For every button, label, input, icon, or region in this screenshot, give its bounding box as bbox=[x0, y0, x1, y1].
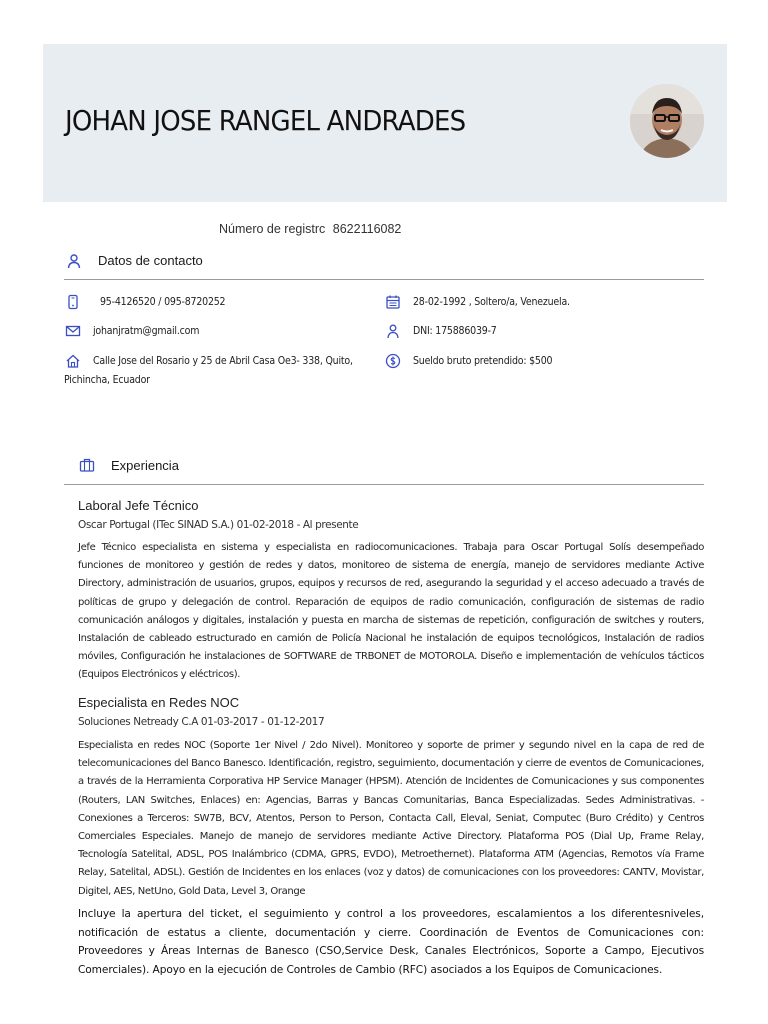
contact-divider bbox=[64, 279, 704, 280]
phone-icon bbox=[65, 294, 81, 310]
registration-value: 8622116082 bbox=[332, 222, 402, 236]
job-title: Laboral Jefe Técnico bbox=[78, 498, 199, 513]
email-text[interactable]: johanjratm@gmail.com bbox=[93, 325, 200, 337]
job-description: Especialista en redes NOC (Soporte 1er Nivel / 2do Nivel). Monitoreo y soporte de primer y segundo nivel en la capa de red de telecomunicaciones del Banco Banesco. Identificación, registro, seguimiento, documentación y cierre de eventos de Comunicaciones, a través de la Herramienta Corporativa HP Service Manager (HPSM). Atención de Incidentes de Comunicaciones y sus componentes (Routers, LAN Switches, Enlaces) en: Agencias, Barras y Bancas Comunitarias, Banca Especializadas. Sedes Administrativas. - Conexiones a Terceros: SW7B, BCV, Atentos, Person to Person, Contacta Call, Eleval, Seniat, Computec (Buro Crédito) y Centros Comerciales Especiales. Manejo de manejo de servidores mediante Active Directory. Plataforma POS (Dial Up, Frame Relay, Tecnología Satelital, ADSL, POS Inalámbrico (CDMA, GPRS, EVDO), Metroethernet). Plataforma ATM (Agencias, Remotos vía Frame Relay, Satelital, ADSL). Gestión de Incidentes en los enlaces (voz y datos) de comunicaciones con los proveedores: CANTV, Movistar, Digitel, AES, NetUno, Gold Data, Level 3, Orange bbox=[78, 740, 704, 897]
address-continuation-text: Pichincha, Ecuador bbox=[64, 374, 150, 386]
experience-section-title: Experiencia bbox=[111, 458, 179, 473]
job-description: Jefe Técnico especialista en sistema y especialista en radiocomunicaciones. Trabaja para Oscar Portugal Solís desempeñado funciones de monitoreo y gestión de redes y datos, monitoreo de sistema de energía, manejo de servidores mediante Active Directory, administración de usuarios, grupos, equipos y recursos de red, asegurando la seguridad y el acceso adecuado a través de políticas de grupo y delegación de control. Reparación de equipos de radio comunicación, configuración de sistemas de radio comunicación análogos y digitales, instalación y puesta en marcha de sistemas de repetición, configuración de switches y routers, Instalación de cableado estructurado en camión de Policía Nacional he instalación de equipos tecnológicos, Instalación de radios móviles, Configuración he instalaciones de SOFTWARE de TRBONET de MOTOROLA. Diseño e implementación de vehículos tácticos (Equipos Electrónicos y eléctricos). bbox=[78, 542, 704, 681]
id-person-icon bbox=[385, 323, 401, 339]
candidate-name: JOHAN JOSE RANGEL ANDRADES bbox=[65, 106, 466, 138]
cv-header bbox=[43, 44, 727, 202]
registration-number bbox=[219, 222, 401, 236]
contact-section-title: Datos de contacto bbox=[98, 253, 203, 268]
job-description-continued: Incluye la apertura del ticket, el seguimiento y control a los proveedores, escalamientos a los diferentesniveles, notificación de estatus a cliente, documentación y cierre. Coordinación de Eventos de Comunicaciones con: Proveedores y Áreas Internas de Banesco (CSO,Service Desk, Canales Electrónicos, Soporte a Campo, Ejecutivos Comerciales). Apoyo en la ejecución de Controles de Cambio (RFC) asociados a los Equipos de Comunicaciones. bbox=[78, 908, 704, 976]
job-company-dates: Soluciones Netready C.A 01-03-2017 - 01-12-2017 bbox=[78, 716, 325, 728]
experience-divider bbox=[64, 484, 704, 485]
briefcase-icon bbox=[79, 457, 95, 473]
job-title: Especialista en Redes NOC bbox=[78, 695, 240, 710]
registration-label: Número de registrc bbox=[219, 222, 326, 236]
job-company-dates: Oscar Portugal (ITec SINAD S.A.) 01-02-2018 - Al presente bbox=[78, 519, 359, 531]
profile-photo bbox=[630, 84, 704, 158]
address-text: Calle Jose del Rosario y 25 de Abril Casa Oe3- 338, Quito, bbox=[93, 355, 353, 367]
person-icon bbox=[66, 253, 82, 269]
birth-info-text: 28-02-1992 , Soltero/a, Venezuela. bbox=[413, 296, 570, 308]
phone-text: 95-4126520 / 095-8720252 bbox=[100, 296, 226, 308]
email-icon bbox=[65, 323, 81, 339]
dni-text: DNI: 175886039-7 bbox=[413, 325, 497, 337]
dollar-icon bbox=[385, 353, 401, 369]
calendar-icon bbox=[385, 294, 401, 310]
home-icon bbox=[65, 353, 81, 369]
salary-text: Sueldo bruto pretendido: $500 bbox=[413, 355, 553, 367]
